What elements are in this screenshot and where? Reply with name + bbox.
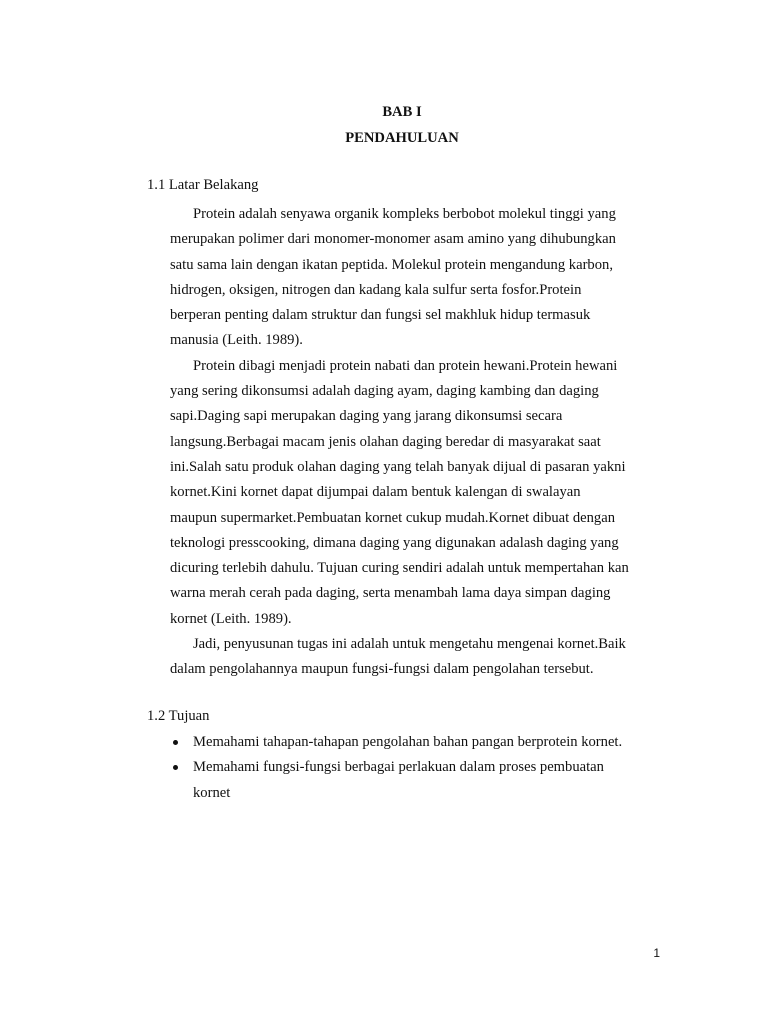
page-number: 1 bbox=[653, 946, 660, 960]
section-heading-latar-belakang: 1.1 Latar Belakang bbox=[147, 177, 259, 193]
bullet-icon bbox=[173, 740, 178, 745]
text-line: yang sering dikonsumsi adalah daging ayam, daging kambing dan daging bbox=[170, 383, 599, 400]
text-line: maupun supermarket.Pembuatan kornet cukup mudah.Kornet dibuat dengan bbox=[170, 509, 615, 526]
text-line: satu sama lain dengan ikatan peptida. Molekul protein mengandung karbon, bbox=[170, 256, 613, 273]
text-line: hidrogen, oksigen, nitrogen dan kadang kala sulfur serta fosfor.Protein bbox=[170, 281, 582, 298]
bullet-icon bbox=[173, 765, 178, 770]
objectives-list bbox=[170, 730, 670, 806]
list-item-text: Memahami fungsi-fungsi berbagai perlakuan dalam proses pembuatan bbox=[193, 759, 604, 776]
background-text bbox=[170, 202, 670, 683]
text-line: ini.Salah satu produk olahan daging yang telah banyak dijual di pasaran yakni bbox=[170, 458, 626, 475]
text-line: merupakan polimer dari monomer-monomer asam amino yang dihubungkan bbox=[170, 231, 616, 248]
chapter-label: BAB I bbox=[382, 104, 422, 120]
section-heading-tujuan: 1.2 Tujuan bbox=[147, 708, 210, 724]
text-line: berperan penting dalam struktur dan fungsi sel makhluk hidup termasuk bbox=[170, 307, 591, 324]
list-item bbox=[170, 730, 670, 755]
text-line: langsung.Berbagai macam jenis olahan daging beredar di masyarakat saat bbox=[170, 433, 601, 450]
text-line: kornet (Leith. 1989). bbox=[170, 610, 292, 627]
text-line: Protein dibagi menjadi protein nabati dan protein hewani.Protein hewani bbox=[193, 357, 618, 374]
text-line: dicuring terlebih dahulu. Tujuan curing sendiri adalah untuk mempertahan kan bbox=[170, 560, 629, 577]
list-item-text: kornet bbox=[193, 784, 231, 801]
text-line: teknologi presscooking, dimana daging yang digunakan adalash daging yang bbox=[170, 534, 619, 551]
text-line: dalam pengolahannya maupun fungsi-fungsi dalam pengolahan tersebut. bbox=[170, 661, 594, 678]
text-line: kornet.Kini kornet dapat dijumpai dalam bentuk kalengan di swalayan bbox=[170, 484, 581, 501]
text-line: warna merah cerah pada daging, serta menambah lama daya simpan daging bbox=[170, 585, 611, 602]
list-item bbox=[170, 755, 670, 806]
text-line: Jadi, penyusunan tugas ini adalah untuk mengetahu mengenai kornet.Baik bbox=[193, 636, 626, 653]
text-line: Protein adalah senyawa organik kompleks berbobot molekul tinggi yang bbox=[193, 206, 616, 222]
text-line: manusia (Leith. 1989). bbox=[170, 332, 303, 349]
chapter-title: PENDAHULUAN bbox=[345, 130, 459, 146]
text-line: sapi.Daging sapi merupakan daging yang jarang dikonsumsi secara bbox=[170, 408, 563, 425]
list-item-text: Memahami tahapan-tahapan pengolahan bahan pangan berprotein kornet. bbox=[193, 734, 623, 750]
